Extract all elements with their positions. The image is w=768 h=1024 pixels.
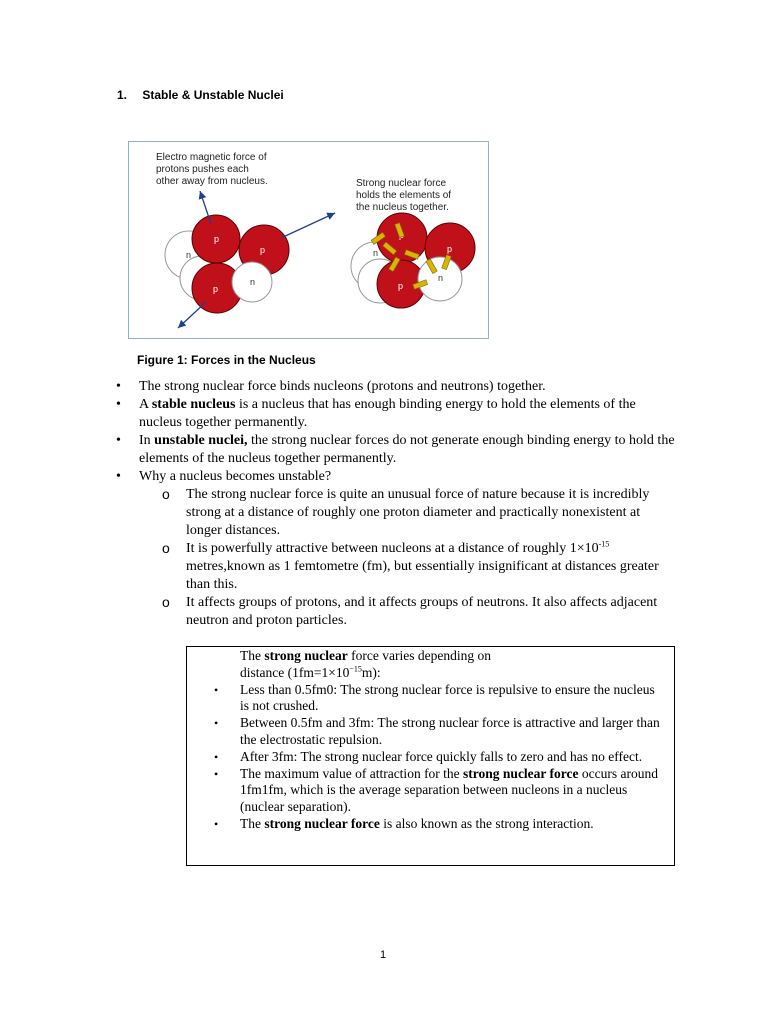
sub-bullet-text: The strong nuclear force is quite an unusual force of nature because it is incredibly strong at a distance of roughly one proton diameter and practically nonexistent at longer distances. [186,487,650,538]
nucleus-left [165,191,335,328]
strong-force-info-box [186,646,675,866]
nucleus-diagram [129,142,488,338]
sub-bullet-marker: o [162,540,170,556]
nucleus-right [351,213,475,308]
box-intro-text: The [240,648,265,663]
em-label-line: protons pushes each [156,164,249,175]
bullet-item [116,432,676,468]
bullet-marker: • [214,749,219,764]
bullet-marker: • [116,379,121,394]
strong-label-line: holds the elements of [356,190,452,201]
page-number: 1 [380,949,387,961]
strong-label-line: Strong nuclear force [356,178,447,189]
repulsion-arrow [178,302,206,328]
figure-forces-in-nucleus [128,141,489,339]
box-item-text: After 3fm: The strong nuclear force quickly falls to zero and has no effect. [240,748,643,764]
neutron-label: n [186,250,192,260]
bullet-marker: • [116,433,121,448]
section-heading [117,88,284,102]
box-intro-text: force varies depending on [347,648,491,663]
bullet-list [116,378,676,630]
box-intro-text: m): [361,664,381,680]
box-item-text: Less than 0.5fm0: The strong nuclear force is repulsive to ensure the nucleus is not crushed. [240,681,655,714]
neutron-label: n [250,277,256,287]
bullet-marker: • [116,397,121,412]
strong-label-line: the nucleus together. [356,202,449,213]
bullet-text: In [139,433,155,448]
box-item-text: The maximum value of attraction for the [240,765,464,781]
box-list-item [187,766,674,816]
proton-label: p [213,284,219,294]
box-item-text: Between 0.5fm and 3fm: The strong nuclear force is attractive and larger than the electrostatic repulsion. [240,715,660,747]
box-item-text: is also known as the strong interaction. [379,815,594,831]
proton-label: p [260,245,266,255]
section-number: 1. [117,88,128,102]
bullet-marker: • [116,469,121,484]
repulsion-arrow [281,213,335,238]
neutron-label: n [373,248,379,258]
bullet-item [116,468,676,486]
sub-bullet-item [116,486,676,540]
bold-term: stable nucleus [151,397,236,412]
box-list-item [187,749,674,766]
bullet-marker: • [214,766,219,781]
bullet-marker: • [214,682,219,697]
bold-term: strong nuclear force [463,765,579,781]
proton-label: p [214,234,220,244]
figure-caption: Figure 1: Forces in the Nucleus [137,353,316,367]
sub-bullet-item [116,540,676,594]
neutron-label: n [438,273,444,283]
box-intro-text: distance (1fm=1×10 [240,664,350,680]
bold-term: unstable nuclei, [154,433,248,448]
box-item-text: occurs around 1fm1fm, which is the average separation between nucleons in a nucleus (nuclear separation). [240,765,659,815]
bullet-text: is a nucleus that has enough binding energy to hold the elements of the nucleus together permanently. [139,397,636,430]
bold-term: strong nuclear [264,648,348,663]
exponent: −15 [349,664,362,674]
bullet-item [116,378,676,396]
section-title: Stable & Unstable Nuclei [142,88,284,102]
sub-bullet-text: It is powerfully attractive between nucleons at a distance of roughly 1×10 [186,541,599,556]
exponent: -15 [598,539,610,549]
sub-bullet-text: metres,known as 1 femtometre (fm), but essentially insignificant at distances greater than this. [186,559,659,592]
bullet-text: A [139,397,152,412]
sub-bullet-item [116,594,676,630]
bold-term: strong nuclear force [264,815,380,831]
box-intro [187,648,674,682]
bullet-text: The strong nuclear force binds nucleons (protons and neutrons) together. [139,379,546,394]
bullet-marker: • [214,716,219,731]
em-label-line: other away from nucleus. [156,176,268,187]
proton-label: p [447,244,453,254]
box-item-text: The [240,815,265,831]
bullet-text: the strong nuclear forces do not generate enough binding energy to hold the elements of the nucleus together permanently. [139,433,675,466]
sub-bullet-marker: o [162,486,170,502]
strong-force-label [356,178,454,213]
sub-bullet-marker: o [162,594,170,610]
em-force-label [156,152,269,187]
bullet-marker: • [214,816,219,831]
proton-label: p [398,281,404,291]
box-list-item [187,816,674,833]
bullet-item [116,396,676,432]
box-list-item [187,715,674,749]
box-list-item [187,682,674,716]
sub-bullet-text: It affects groups of protons, and it affects groups of neutrons. It also affects adjacent neutron and proton particles. [186,595,658,628]
em-label-line: Electro magnetic force of [156,152,267,163]
bullet-text: Why a nucleus becomes unstable? [139,469,332,484]
